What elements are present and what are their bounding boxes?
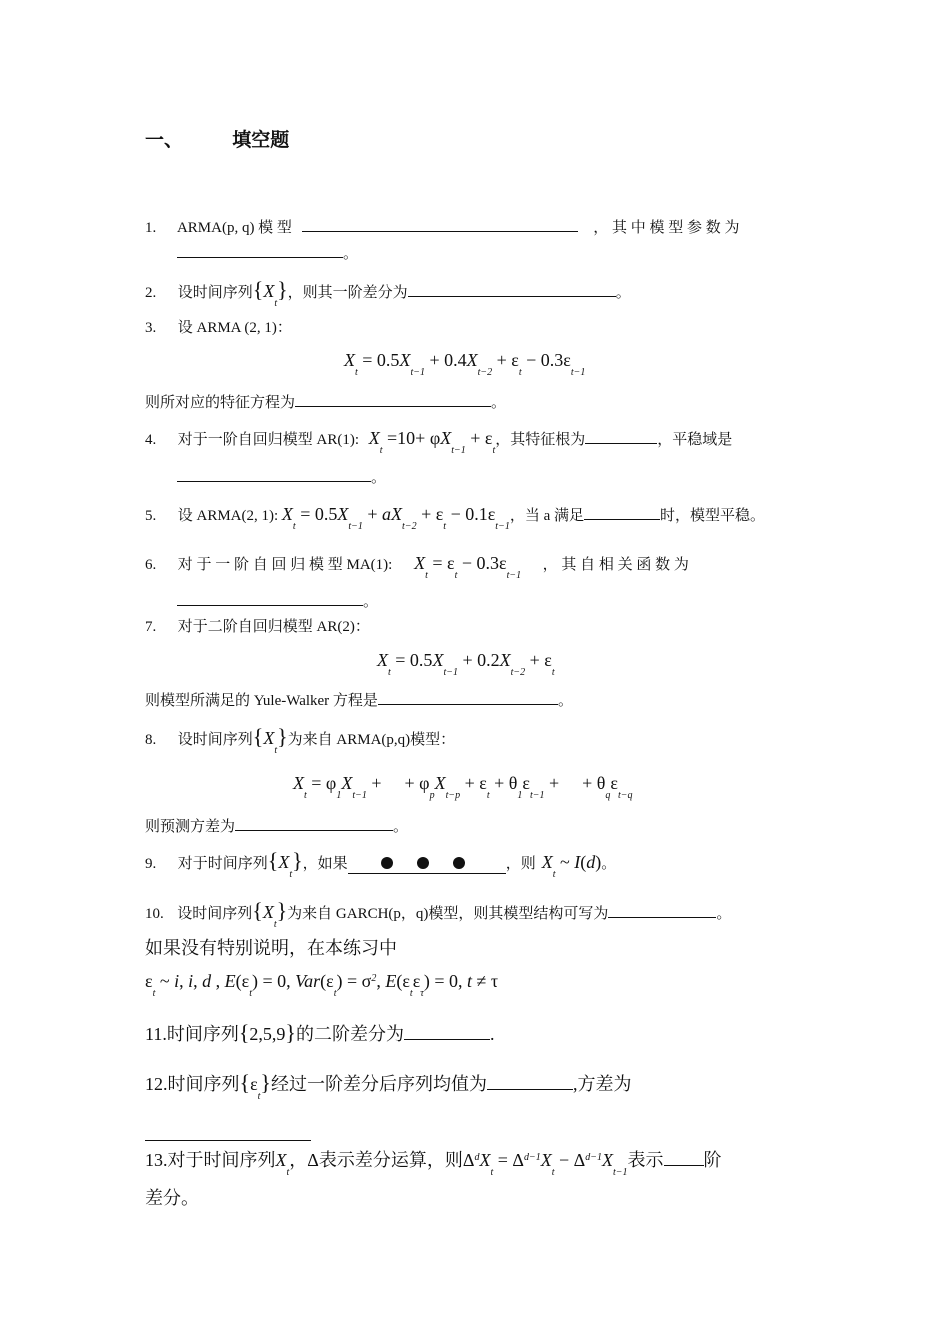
q8-number: 8.	[145, 732, 157, 748]
q2-number: 2.	[145, 285, 157, 301]
q2-var: X	[263, 281, 275, 301]
q3-pre: 设 ARMA (2, 1)：	[177, 320, 292, 336]
question-5: 5. 设 ARMA(2, 1): $X_t = 0.5X_{t-1} + aX_{t-2} + \varepsilon_t - 0.1\varepsilon_{t-1}$，当 a 满足 时，模型平稳。	[145, 504, 766, 532]
q1-text: ARMA(p, q) 模 型	[176, 220, 292, 236]
q5-post: 时，模型平稳。	[660, 508, 766, 524]
q2-pre: 设时间序列	[177, 285, 253, 301]
q4-pre: 对于一阶自回归模型 AR(1):	[177, 432, 359, 448]
q13-post: 表示	[627, 1150, 664, 1170]
q13-blank[interactable]	[664, 1165, 704, 1166]
q11-text: 11.时间序列	[145, 1024, 239, 1044]
q9-mid: ，如果	[302, 856, 348, 872]
question-8: 8. 设时间序列$\{X_t\}$为来自 ARMA(p,q)模型：	[145, 724, 456, 756]
q13-mid: ，Δ表示差分运算，则	[289, 1150, 463, 1170]
q8-post: 则预测方差为	[145, 819, 236, 835]
section-heading	[145, 125, 289, 152]
q13-line2: 差分。	[145, 1188, 199, 1208]
question-10: 10. 设时间序列$\{X_t\}$为来自 GARCH(p，q)模型，则其模型结构可写为 。	[145, 898, 732, 930]
section-number: 一、	[145, 129, 184, 151]
question-1	[145, 219, 739, 237]
q11-set: 2,5,9	[249, 1024, 286, 1044]
bullet-dot-icon	[417, 857, 429, 869]
q9-post: ，则	[505, 856, 536, 872]
q6-blank[interactable]	[177, 605, 363, 606]
q6-tail: 。	[363, 594, 379, 610]
q1-number: 1.	[145, 220, 157, 236]
q6-post: ， 其 自 相 关 函 数 为	[542, 557, 689, 573]
q12-line2	[145, 1128, 311, 1146]
assumption-equation: $\varepsilon_t$ ~ i, i, d , $E(\varepsilon_t) = 0$, $Var(\varepsilon_t) = \sigma^2$, $E(\varepsilon_t\varepsilon_\tau) = 0$, t ≠ τ	[145, 971, 499, 999]
q10-number: 10.	[145, 906, 164, 922]
q12-blank-2[interactable]	[145, 1140, 311, 1141]
q11-blank[interactable]	[404, 1039, 490, 1040]
q4-blank-2[interactable]	[177, 481, 371, 482]
q7-line2	[145, 692, 573, 710]
q3-blank[interactable]	[295, 406, 491, 407]
q7-blank[interactable]	[378, 704, 558, 705]
q9-tail: 。	[601, 856, 617, 872]
question-13: 13.对于时间序列$X_t$，Δ表示差分运算，则$\Delta^dX_t = \Delta^{d-1}X_t - \Delta^{d-1}X_{t-1}$表示 阶	[145, 1150, 722, 1178]
question-7	[145, 618, 370, 636]
q4-blank-1[interactable]	[585, 443, 657, 444]
q11-tail: .	[489, 1024, 495, 1044]
q8-blank[interactable]	[235, 830, 393, 831]
q10-blank[interactable]	[608, 917, 716, 918]
question-2: 2. 设时间序列$\{X_t\}$，则其一阶差分为 。	[145, 277, 631, 309]
q2-post: ，则其一阶差分为	[287, 285, 408, 301]
q8-tail: 。	[393, 819, 409, 835]
q12-mid: ,方差为	[572, 1074, 632, 1094]
q5-mid: ，当 a 满足	[509, 508, 584, 524]
q5-number: 5.	[145, 508, 157, 524]
q9-number: 9.	[145, 856, 157, 872]
q6-pre: 对 于 一 阶 自 回 归 模 型 MA(1):	[177, 557, 393, 573]
q4-mid2: ，平稳域是	[657, 432, 733, 448]
section-title: 填空题	[232, 129, 290, 151]
q8-equation: $X_t = \varphi_1X_{t-1}$ + + $\varphi_pX_{t-p} + \varepsilon_t + \theta_1\varepsilon_{t-1}$ + + $\theta_q\varepsilon_{t-q}$	[293, 773, 633, 801]
q8-mid: 为来自 ARMA(p,q)模型：	[287, 732, 456, 748]
q3-post: 则所对应的特征方程为	[145, 395, 296, 411]
q2-sub: t	[274, 298, 278, 309]
q1-line2	[177, 245, 358, 263]
q3-number: 3.	[145, 320, 157, 336]
q7-post: 则模型所满足的 Yule-Walker 方程是	[145, 693, 378, 709]
q3-line2	[145, 394, 506, 412]
question-11: 11.时间序列{2,5,9}的二阶差分为 .	[145, 1020, 495, 1045]
q12-post: 经过一阶差分后序列均值为	[270, 1074, 487, 1094]
q5-pre: 设 ARMA(2, 1):	[177, 508, 279, 524]
q13-post2: 阶	[703, 1150, 722, 1170]
q4-tail: 。	[371, 470, 387, 486]
bullet-dot-icon	[453, 857, 465, 869]
q1-tail: 。	[343, 246, 359, 262]
q5-blank[interactable]	[584, 519, 660, 520]
q10-tail: 。	[716, 906, 732, 922]
question-9: 9. 对于时间序列$\{X_t\}$，如果 ，则 $X_t$ ~ I(d)。	[145, 848, 617, 880]
question-6: 6. 对 于 一 阶 自 回 归 模 型 MA(1): $X_t = \varepsilon_t - 0.3\varepsilon_{t-1}$ ， 其 自 相 关 函 数 为	[145, 553, 689, 581]
q10-pre: 设时间序列	[177, 906, 253, 922]
q7-tail: 。	[557, 693, 573, 709]
q7-pre: 对于二阶自回归模型 AR(2)：	[177, 619, 370, 635]
q6-number: 6.	[145, 557, 157, 573]
q13-text: 13.对于时间序列	[145, 1150, 276, 1170]
q7-number: 7.	[145, 619, 157, 635]
q9-blank[interactable]	[348, 855, 506, 874]
q1-text-end: ， 其 中 模 型 参 数 为	[593, 220, 740, 236]
q8-line2	[145, 818, 408, 836]
q3-equation: $X_t = 0.5X_{t-1} + 0.4X_{t-2} + \varepsilon_t - 0.3\varepsilon_{t-1}$	[344, 350, 586, 378]
question-4: 4. 对于一阶自回归模型 AR(1): $X_t =10+ \varphi X_{t-1} + \varepsilon_t$，其特征根为 ，平稳域是	[145, 428, 733, 456]
q6-line2	[177, 593, 378, 611]
q10-mid: 为来自 GARCH(p，q)模型，则其模型结构可写为	[287, 906, 609, 922]
q2-tail: 。	[615, 285, 631, 301]
q1-blank-1[interactable]	[302, 231, 578, 232]
q9-pre: 对于时间序列	[177, 856, 268, 872]
note-text: 如果没有特别说明，在本练习中	[145, 938, 397, 958]
q4-mid: ，其特征根为	[495, 432, 586, 448]
q12-text: 12.时间序列	[145, 1074, 240, 1094]
question-12: 12.时间序列$\{\varepsilon_t\}$经过一阶差分后序列均值为 ,方差为	[145, 1070, 632, 1102]
q4-number: 4.	[145, 432, 157, 448]
q11-post: 的二阶差分为	[295, 1024, 404, 1044]
q1-blank-2[interactable]	[177, 257, 343, 258]
q4-line2	[177, 469, 386, 487]
question-3	[145, 319, 292, 337]
q8-pre: 设时间序列	[177, 732, 253, 748]
q3-tail: 。	[491, 395, 507, 411]
q7-equation: $X_t = 0.5X_{t-1} + 0.2X_{t-2} + \varepsilon_t$	[377, 650, 555, 678]
q12-blank-1[interactable]	[487, 1089, 573, 1090]
q2-blank[interactable]	[408, 296, 616, 297]
bullet-dot-icon	[381, 857, 393, 869]
